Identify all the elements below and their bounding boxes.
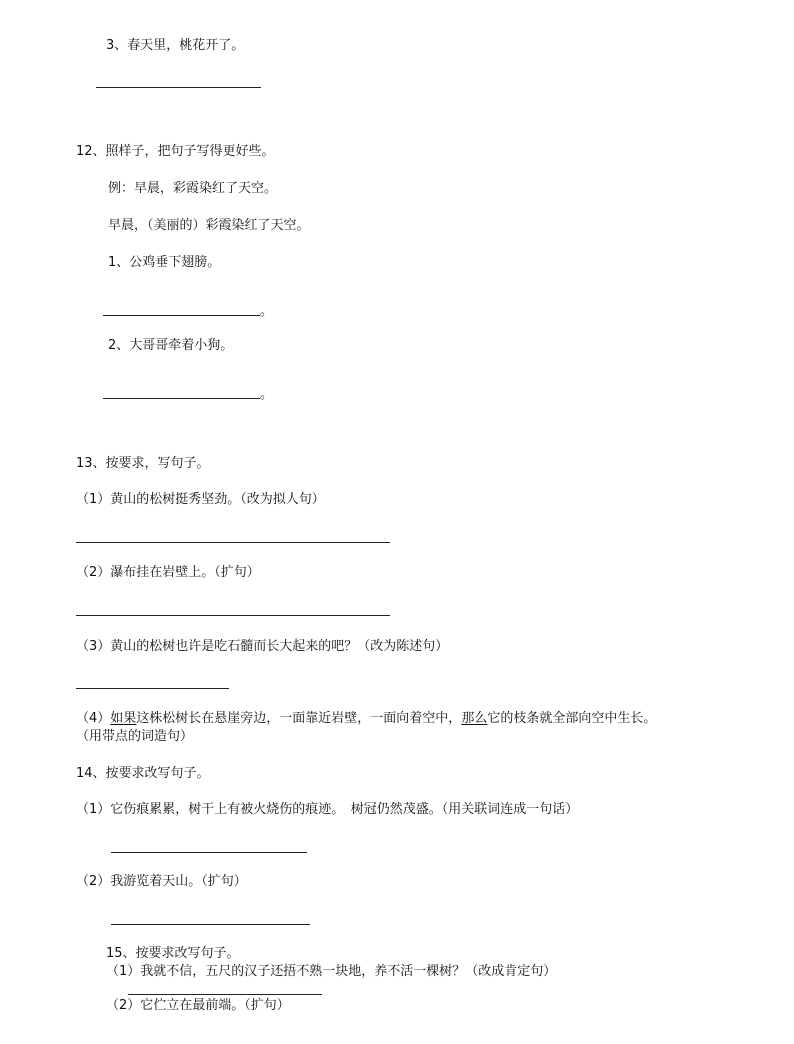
q13-item3-answer-line[interactable] — [76, 688, 229, 689]
q14-item1-prompt: （1）它伤痕累累，树干上有被火烧伤的痕迹。 树冠仍然茂盛。（用关联词连成一句话） — [76, 802, 579, 817]
q14-item2-answer-line[interactable] — [111, 924, 310, 925]
q14-item1-answer-line[interactable] — [111, 852, 307, 853]
q13-item4-end: 它的枝条就全部向空中生长。 — [487, 711, 657, 726]
q13-item4-number: （4） — [76, 711, 111, 726]
q12-item2-prompt: 2、大哥哥牵着小狗。 — [108, 338, 234, 353]
q11-item3-answer-line[interactable] — [96, 87, 261, 88]
q13-item2-answer-line[interactable] — [76, 615, 390, 616]
q13-title: 13、按要求，写句子。 — [76, 456, 210, 471]
q12-example-answer: 早晨，（美丽的）彩霞染红了天空。 — [108, 218, 310, 233]
q12-example: 例：早晨，彩霞染红了天空。 — [108, 181, 278, 196]
q15-item2-prompt: （2）它伫立在最前端。（扩句） — [106, 998, 290, 1013]
q15-item1-prompt: （1）我就不信，五尺的汉子还捂不熟一块地，养不活一棵树？（改成肯定句） — [106, 964, 557, 979]
q12-item1-period: 。 — [260, 304, 274, 319]
q14-title: 14、按要求改写句子。 — [76, 766, 210, 781]
q12-item2-period: 。 — [260, 387, 274, 402]
q13-item1-prompt: （1）黄山的松树挺秀坚劲。（改为拟人句） — [76, 492, 325, 507]
q12-item1-prompt: 1、公鸡垂下翅膀。 — [108, 255, 221, 270]
q13-item4-dotted-word-ruguo: 如果 — [110, 711, 137, 726]
q12-title: 12、照样子，把句子写得更好些。 — [76, 144, 275, 159]
q13-item4-dotted-word-name: 那么 — [461, 711, 488, 726]
q12-item1-answer-line[interactable] — [103, 315, 260, 316]
q15-title: 15、按要求改写句子。 — [106, 946, 240, 961]
q13-item1-answer-line[interactable] — [76, 542, 390, 543]
q13-item4-middle: 这株松树长在悬崖旁边，一面靠近岩壁，一面向着空中， — [136, 711, 462, 726]
q12-item2-answer-line[interactable] — [103, 398, 260, 399]
q13-item3-prompt: （3）黄山的松树也许是吃石髓而长大起来的吧？（改为陈述句） — [76, 639, 449, 654]
q13-item4-note: （用带点的词造句） — [76, 729, 194, 744]
q14-item2-prompt: （2）我游览着天山。（扩句） — [76, 874, 247, 889]
q13-item2-prompt: （2）瀑布挂在岩壁上。（扩句） — [76, 565, 260, 580]
q15-item1-answer-line[interactable] — [128, 994, 322, 995]
q13-item4-prompt — [76, 710, 656, 728]
q11-item3-prompt: 3、春天里，桃花开了。 — [106, 38, 245, 53]
